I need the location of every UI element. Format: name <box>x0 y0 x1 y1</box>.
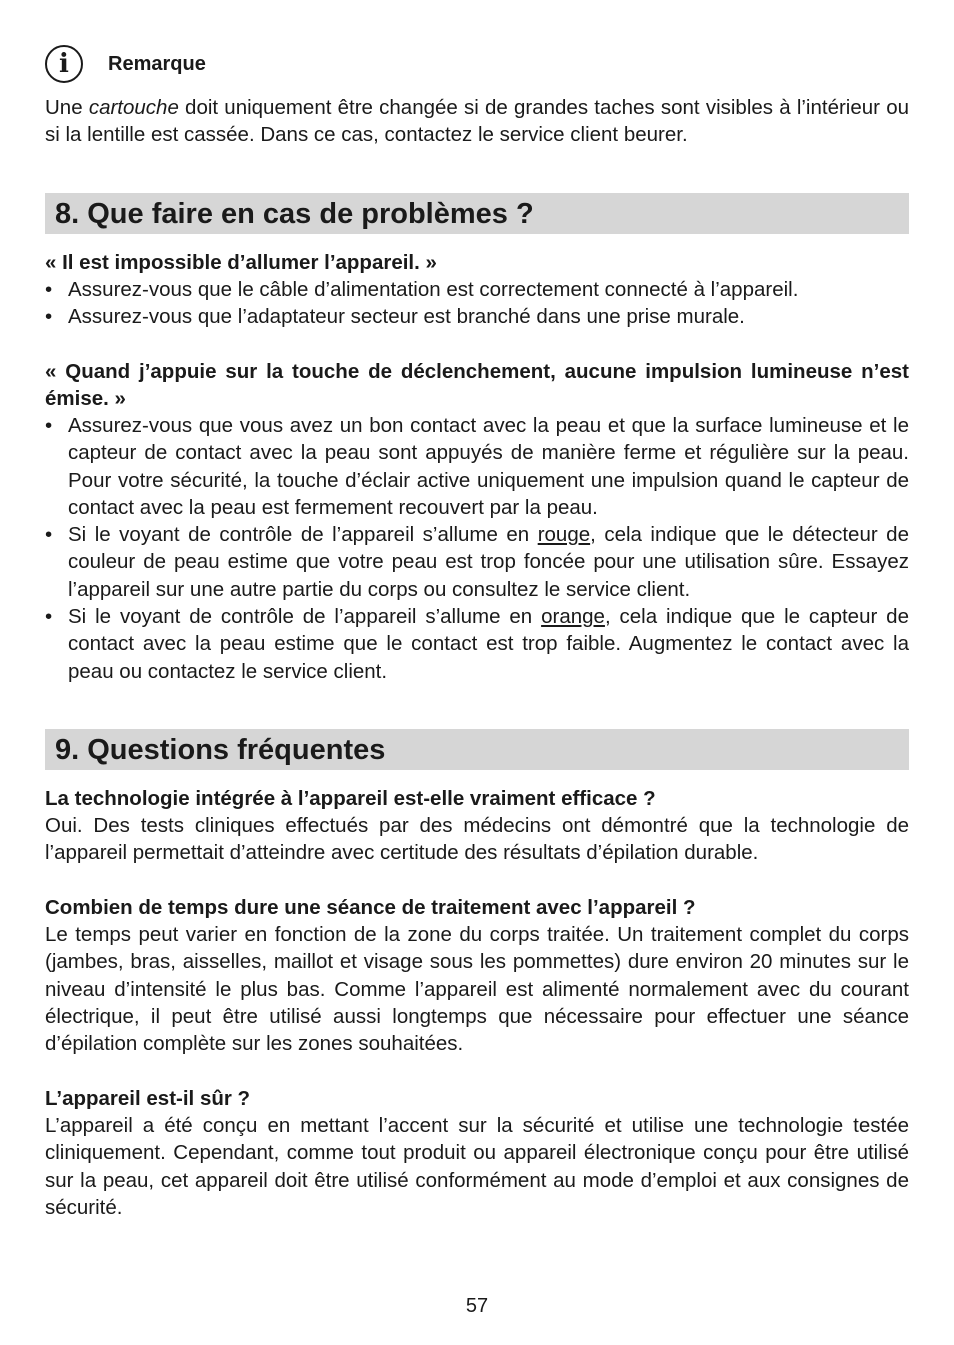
section-8-heading: 8. Que faire en cas de problèmes ? <box>45 193 909 234</box>
note-text-emphasis: cartouche <box>88 96 179 119</box>
note-text-post: doit uniquement être changée si de grandes taches sont visibles à l’intérieur ou si la lentille est cassée. Dans ce cas, contactez le service client beurer. <box>45 96 909 147</box>
faq-answer-1: Oui. Des tests cliniques effectués par des médecins ont démontré que la technologie de l’appareil permettait d’atteindre avec certitude des résultats d’épilation durable. <box>45 814 909 865</box>
list-item: • Assurez-vous que vous avez un bon contact avec la peau et que la surface lumineuse et le capteur de contact avec la peau sont appuyés de manière ferme et régulière sur la peau. Pour votre sécurité, la touche d’éclair active uniquement une impulsion quand le capteur de contact avec la peau est fermement recouvert par la peau. <box>45 412 909 521</box>
problem-2-bullets <box>45 412 909 685</box>
problem-question-2: « Quand j’appuie sur la touche de déclenchement, aucune impulsion lumineuse n’est émise. » <box>45 360 909 411</box>
note-title: Remarque <box>108 52 206 75</box>
info-icon: i <box>45 45 83 83</box>
faq-question-2: Combien de temps dure une séance de traitement avec l’appareil ? <box>45 896 696 919</box>
page-number: 57 <box>465 1295 489 1317</box>
problem-question-1: « Il est impossible d’allumer l’appareil. » <box>45 251 437 274</box>
red-indicator-text: rouge <box>537 523 591 547</box>
faq-question-1: La technologie intégrée à l’appareil est-elle vraiment efficace ? <box>45 787 656 810</box>
note-header <box>45 45 206 83</box>
list-item: • Si le voyant de contrôle de l’appareil s’allume en orange, cela indique que le capteur de contact avec la peau estime que le contact est trop faible. Augmentez le contact avec la peau ou contactez le service client. <box>45 603 909 685</box>
faq-question-3: L’appareil est-il sûr ? <box>45 1087 251 1110</box>
faq-answer-3: L’appareil a été conçu en mettant l’accent sur la sécurité et utilise une technologie testée cliniquement. Cependant, comme tout produit ou appareil électronique conçu pour être utilisé sur la peau, cet appareil doit être utilisé conformément au mode d’emploi et aux consignes de sécurité. <box>45 1114 909 1219</box>
orange-indicator-text: orange <box>541 605 605 629</box>
note-text-pre: Une <box>45 96 89 119</box>
section-9-heading: 9. Questions fréquentes <box>45 729 909 770</box>
faq-answer-2: Le temps peut varier en fonction de la zone du corps traitée. Un traitement complet du corps (jambes, bras, aisselles, maillot et visage sous les pommettes) dure environ 20 minutes sur le niveau d’intensité le plus bas. Comme l’appareil est alimenté normalement avec du courant électrique, il peut être utilisé aussi longtemps que nécessaire pour effectuer une séance d’épilation complète sur les zones souhaitées. <box>45 923 909 1056</box>
note-text <box>45 94 909 149</box>
list-item: • Assurez-vous que le câble d’alimentation est correctement connecté à l’appareil. <box>45 276 909 303</box>
list-item: • Si le voyant de contrôle de l’appareil s’allume en rouge, cela indique que le détecteur de couleur de peau estime que votre peau est trop foncée pour une utilisation sûre. Essayez l’appareil sur une autre partie du corps ou consultez le service client. <box>45 521 909 603</box>
problem-1-bullets <box>45 276 909 331</box>
list-item: • Assurez-vous que l’adaptateur secteur est branché dans une prise murale. <box>45 303 909 330</box>
